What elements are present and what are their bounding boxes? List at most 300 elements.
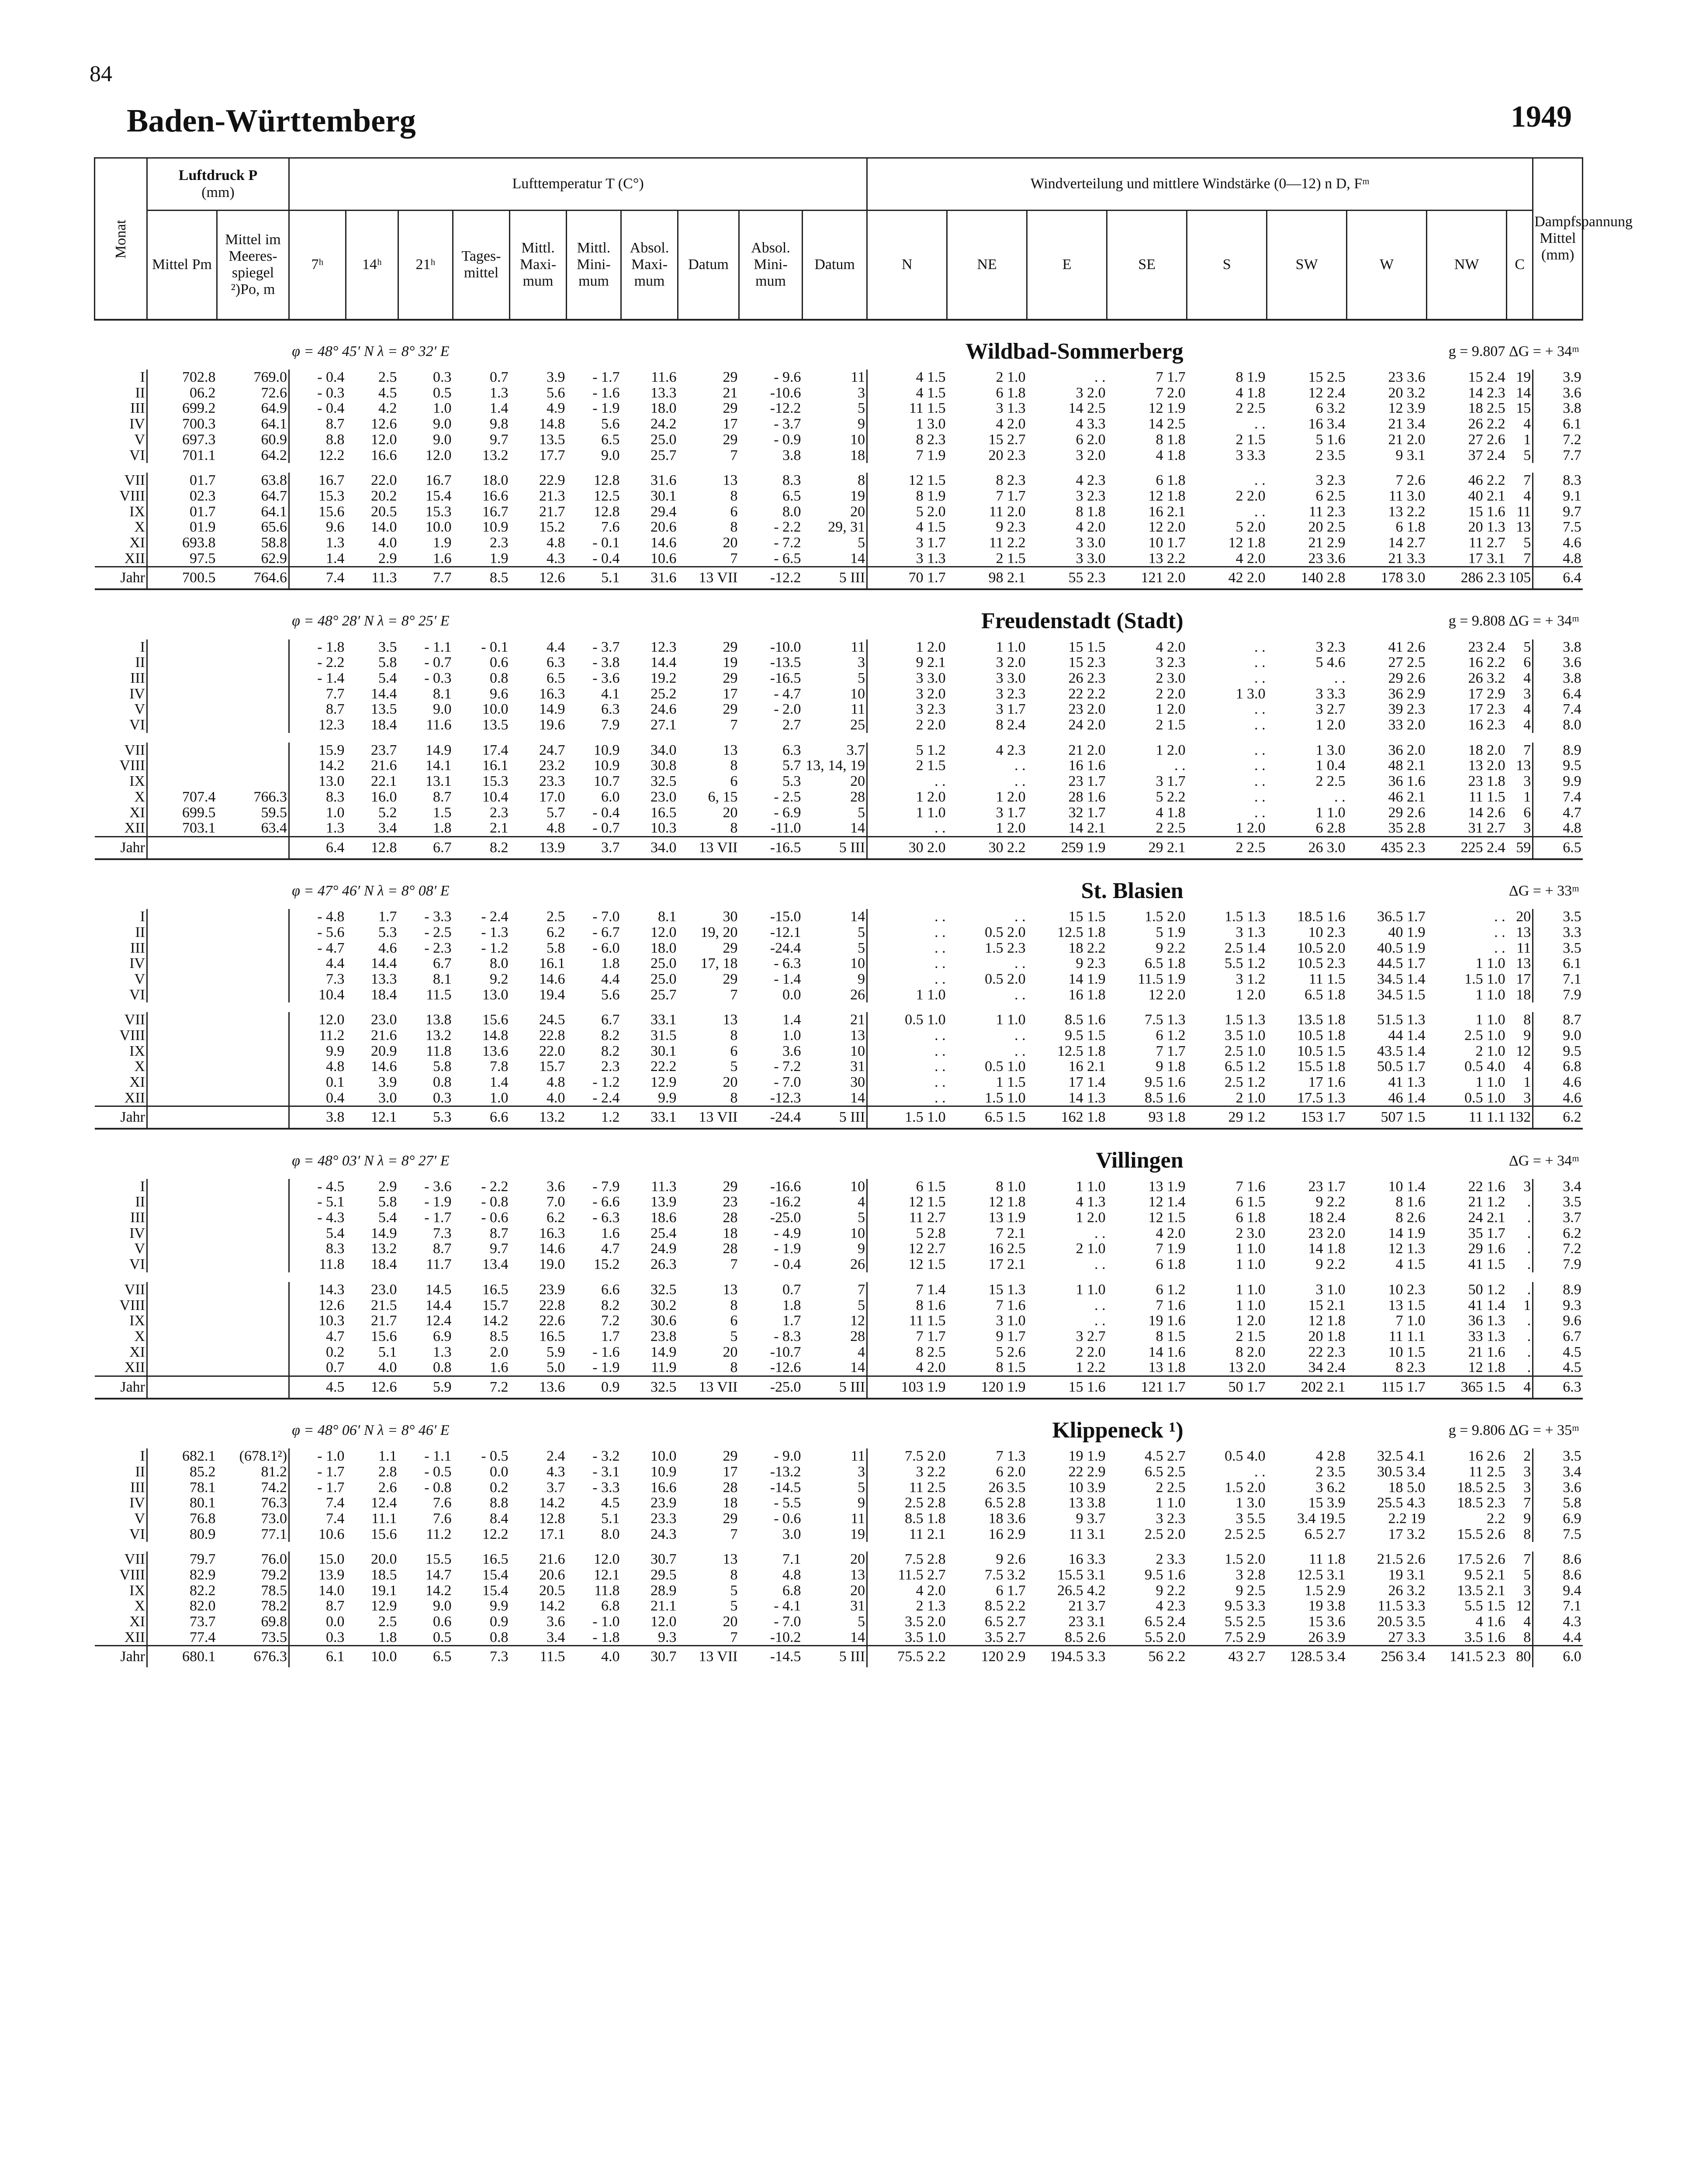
value-cell: [217, 702, 289, 717]
value-cell: [217, 971, 289, 987]
table-row: [95, 1028, 1583, 1044]
value-cell: 5.5 1.2: [1225, 956, 1266, 971]
value-cell: 5.8: [378, 1194, 397, 1210]
value-cell: 7.1: [1563, 971, 1581, 987]
value-cell: 80: [1507, 1646, 1533, 1667]
month-cell: V: [95, 971, 147, 987]
value-cell: 21.1: [651, 1598, 677, 1614]
value-cell: 3 2.7: [1076, 1328, 1106, 1344]
value-cell: 6.8: [1563, 1059, 1581, 1075]
value-cell: 34.5 1.5: [1377, 987, 1426, 1003]
value-cell: 73.0: [217, 1511, 289, 1527]
value-cell: 6 1.2: [1156, 1027, 1186, 1044]
value-cell: 4: [1507, 1376, 1533, 1398]
value-cell: 15 1.3: [988, 1282, 1026, 1298]
value-cell: 1.5 2.0: [1145, 909, 1186, 925]
value-cell: 120 1.9: [947, 1376, 1027, 1398]
value-cell: 1 2.0: [1235, 1313, 1266, 1329]
value-cell: 121 1.7: [1107, 1376, 1187, 1398]
table-row: [95, 1257, 1583, 1272]
absol-minimum-header: Absol. Mini-mum: [739, 211, 803, 320]
value-cell: 64.1: [217, 504, 289, 520]
value-cell: -15.0: [770, 909, 801, 925]
value-cell: 4 2.3: [996, 742, 1026, 758]
value-cell: 16.0: [371, 789, 397, 805]
month-cell: V: [95, 1511, 147, 1527]
value-cell: 3 3.3: [1235, 447, 1266, 463]
station-coords: φ = 48° 45′ N λ = 8° 32′ E: [95, 320, 453, 370]
month-cell: IV: [95, 686, 147, 702]
value-cell: 21 1.6: [1468, 1344, 1505, 1360]
value-cell: 5: [730, 1059, 738, 1075]
value-cell: [217, 1028, 289, 1044]
value-cell: 5 2.0: [916, 504, 946, 520]
value-cell: 4.7: [326, 1328, 345, 1344]
value-cell: 0.0: [326, 1614, 345, 1630]
table-row: [95, 655, 1583, 670]
value-cell: . .: [1094, 1297, 1106, 1313]
value-cell: 17: [1507, 971, 1533, 987]
value-cell: 20.5: [371, 504, 397, 520]
value-cell: 8: [730, 1090, 738, 1106]
value-cell: - 3.7: [592, 639, 620, 655]
value-cell: 30.7: [651, 1552, 677, 1568]
value-cell: 23: [723, 1194, 738, 1210]
value-cell: 23 1.7: [1308, 1178, 1346, 1195]
gap-cell: [95, 463, 1583, 473]
value-cell: 12.1: [346, 1106, 398, 1129]
value-cell: 25: [803, 717, 867, 733]
value-cell: 18.5: [371, 1567, 397, 1583]
value-cell: 25.4: [651, 1225, 677, 1241]
value-cell: 18 2.4: [1308, 1210, 1346, 1226]
value-cell: 1 2.0: [1235, 987, 1266, 1003]
value-cell: -10.6: [770, 385, 801, 401]
value-cell: 9: [803, 416, 867, 432]
value-cell: 14.6: [651, 535, 677, 551]
value-cell: 31: [803, 1598, 867, 1614]
value-cell: 3.8: [1563, 639, 1581, 655]
value-cell: 3.5 1.0: [1225, 1027, 1266, 1044]
value-cell: 120 2.9: [947, 1646, 1027, 1667]
value-cell: 12.2: [482, 1526, 509, 1542]
value-cell: 9.8: [490, 416, 509, 432]
value-cell: . .: [934, 1090, 946, 1106]
value-cell: 1 2.2: [1076, 1360, 1106, 1376]
value-cell: 32.5 4.1: [1377, 1448, 1426, 1464]
value-cell: 178 3.0: [1347, 567, 1427, 589]
month-cell: II: [95, 385, 147, 401]
value-cell: 8 1.0: [996, 1178, 1026, 1195]
value-cell: 34.0: [651, 742, 677, 758]
value-cell: 7: [1507, 1552, 1533, 1567]
value-cell: 4 2.0: [1076, 519, 1106, 535]
value-cell: 3 2.3: [1076, 488, 1106, 504]
value-cell: 3.6: [1563, 1479, 1581, 1496]
month-cell: IX: [95, 504, 147, 520]
value-cell: 21 2.9: [1308, 535, 1346, 551]
value-cell: 5.5 2.0: [1145, 1629, 1186, 1645]
value-cell: 12.3: [651, 639, 677, 655]
value-cell: .: [1507, 1226, 1533, 1241]
value-cell: 0.5 1.0: [905, 1012, 946, 1028]
value-cell: 7.5: [1563, 1526, 1581, 1542]
value-cell: 5 1.6: [1315, 432, 1346, 448]
value-cell: 9 2.6: [996, 1552, 1026, 1568]
value-cell: 15 1.6: [1468, 504, 1505, 520]
value-cell: 8.7: [326, 1598, 345, 1614]
value-cell: 3.5 2.0: [905, 1614, 946, 1630]
value-cell: 64.7: [217, 488, 289, 504]
value-cell: 0.8: [433, 1360, 452, 1376]
value-cell: - 5.5: [774, 1495, 801, 1511]
value-cell: 2.0: [490, 1344, 509, 1360]
value-cell: 10.5 1.5: [1297, 1043, 1346, 1059]
value-cell: 3 1.2: [1235, 971, 1266, 987]
value-cell: 12.1: [594, 1567, 620, 1583]
value-cell: 3 1.7: [996, 805, 1026, 821]
table-body: [95, 320, 1583, 1668]
value-cell: 14.6: [371, 1059, 397, 1075]
value-cell: 16 2.1: [1148, 504, 1186, 520]
value-cell: 24.2: [651, 416, 677, 432]
wind-dir-w: W: [1347, 211, 1427, 320]
value-cell: 3.6: [547, 1178, 565, 1195]
value-cell: 5.3: [398, 1106, 453, 1129]
value-cell: 7 1.6: [1156, 1297, 1186, 1313]
table-row: [95, 551, 1583, 567]
value-cell: 21.5: [371, 1297, 397, 1313]
table-row: [95, 1059, 1583, 1075]
value-cell: 63.4: [217, 820, 289, 836]
value-cell: 30.1: [651, 488, 677, 504]
value-cell: .: [1507, 1194, 1533, 1210]
value-cell: 7 1.7: [916, 1328, 946, 1344]
value-cell: 4.3: [547, 1464, 565, 1480]
table-row: [95, 385, 1583, 401]
value-cell: [217, 956, 289, 971]
value-cell: 0.5 1.0: [985, 1059, 1026, 1075]
value-cell: 3.8: [1563, 401, 1581, 417]
value-cell: . .: [1254, 742, 1266, 758]
value-cell: 3: [1507, 774, 1533, 789]
value-cell: 4.4: [326, 956, 345, 971]
value-cell: 6.5: [601, 432, 620, 448]
value-cell: 7.8: [490, 1059, 509, 1075]
value-cell: 13 1.9: [988, 1210, 1026, 1226]
value-cell: [217, 1298, 289, 1313]
value-cell: 162 1.8: [1027, 1106, 1107, 1129]
value-cell: 5: [803, 535, 867, 551]
value-cell: [147, 1313, 217, 1329]
value-cell: 764.6: [217, 567, 289, 589]
month-cell: Jahr: [95, 1376, 147, 1398]
value-cell: 3.6: [547, 1614, 565, 1630]
month-cell: IV: [95, 1495, 147, 1511]
value-cell: 7.6: [433, 1510, 452, 1527]
value-cell: 2 1.5: [1156, 717, 1186, 733]
value-cell: 4.8: [547, 1075, 565, 1090]
value-cell: 11.9: [651, 1360, 677, 1376]
value-cell: . .: [1014, 987, 1026, 1003]
station-header: [95, 1129, 1583, 1179]
value-cell: 6.5 2.5: [1145, 1464, 1186, 1480]
value-cell: 5.8: [1563, 1495, 1581, 1511]
value-cell: 14.4: [371, 956, 397, 971]
value-cell: 13: [1507, 758, 1533, 774]
value-cell: 5: [1507, 1567, 1533, 1583]
value-cell: 11: [803, 639, 867, 655]
value-cell: 6.5 1.2: [1225, 1059, 1266, 1075]
value-cell: . .: [1494, 924, 1505, 940]
value-cell: 11 2.5: [1468, 1464, 1505, 1480]
value-cell: 3 1.7: [1156, 774, 1186, 789]
value-cell: 14.9: [651, 1344, 677, 1360]
value-cell: 16.6: [651, 1479, 677, 1496]
value-cell: 19: [803, 488, 867, 504]
value-cell: 4.8: [1563, 550, 1581, 567]
month-cell: VI: [95, 987, 147, 1003]
value-cell: -24.4: [770, 940, 801, 956]
value-cell: - 3.6: [592, 670, 620, 686]
value-cell: 4.8: [547, 820, 565, 836]
value-cell: 6 1.8: [996, 385, 1026, 401]
value-cell: 5: [803, 805, 867, 821]
value-cell: 20 2.5: [1308, 519, 1346, 535]
value-cell: 1 1.0: [1475, 956, 1505, 971]
value-cell: 76.8: [190, 1510, 216, 1527]
value-cell: 18 2.0: [1468, 742, 1505, 758]
value-cell: . .: [1014, 774, 1026, 789]
value-cell: 70 1.7: [867, 567, 947, 589]
value-cell: 10.9: [651, 1464, 677, 1480]
value-cell: .: [1507, 1241, 1533, 1257]
value-cell: 4 2.0: [996, 416, 1026, 432]
value-cell: 4 2.3: [1076, 473, 1106, 488]
value-cell: 13: [723, 1282, 738, 1298]
value-cell: 4.6: [1563, 1090, 1581, 1106]
value-cell: 7.2: [1563, 432, 1581, 448]
value-cell: 3.8: [1563, 670, 1581, 686]
value-cell: 98 2.1: [947, 567, 1027, 589]
value-cell: 9.6: [326, 519, 345, 535]
value-cell: [147, 1344, 217, 1360]
value-cell: 8: [730, 820, 738, 836]
value-cell: .: [1507, 1360, 1533, 1376]
value-cell: 26.5 4.2: [1057, 1583, 1106, 1599]
value-cell: 6.2: [1533, 1106, 1583, 1129]
value-cell: 9.9: [1563, 774, 1581, 789]
value-cell: 5 III: [803, 1106, 867, 1129]
value-cell: 32.5: [621, 1376, 678, 1398]
value-cell: 15 1.6: [1027, 1376, 1107, 1398]
value-cell: 25.5 4.3: [1377, 1495, 1426, 1511]
value-cell: 15.3: [318, 488, 345, 504]
value-cell: 2.5 2.0: [1145, 1526, 1186, 1542]
value-cell: -25.0: [770, 1210, 801, 1226]
value-cell: 0.7: [326, 1360, 345, 1376]
value-cell: . .: [934, 909, 946, 925]
value-cell: 27 2.5: [1388, 655, 1426, 670]
value-cell: 9: [803, 1241, 867, 1257]
value-cell: 28: [803, 1329, 867, 1344]
month-cell: V: [95, 432, 147, 448]
value-cell: 0.5 4.0: [1464, 1059, 1505, 1075]
value-cell: 10.0: [346, 1646, 398, 1667]
month-cell: XII: [95, 1630, 147, 1646]
value-cell: 8.3: [782, 473, 801, 488]
value-cell: 14.3: [318, 1282, 345, 1298]
value-cell: . .: [934, 774, 946, 789]
value-cell: 29: [723, 432, 738, 448]
value-cell: 2.1: [490, 820, 509, 836]
value-cell: 16.3: [539, 1225, 565, 1241]
value-cell: 11 2.2: [989, 535, 1026, 551]
value-cell: 23.3: [539, 774, 565, 789]
value-cell: . .: [934, 956, 946, 971]
value-cell: 10 3.9: [1068, 1479, 1106, 1496]
value-cell: 1.7: [601, 1328, 620, 1344]
year-row: [95, 1376, 1583, 1398]
value-cell: [217, 686, 289, 702]
station-header: [95, 1399, 1583, 1449]
value-cell: 9: [803, 971, 867, 987]
table-row: [95, 370, 1583, 385]
value-cell: 1 1.0: [1475, 1012, 1505, 1028]
value-cell: [217, 774, 289, 789]
value-cell: 5 III: [803, 1646, 867, 1667]
luftdruck-unit: (mm): [201, 184, 235, 200]
value-cell: 50.5 1.7: [1377, 1059, 1426, 1075]
value-cell: 7 1.9: [916, 447, 946, 463]
value-cell: 17.7: [539, 447, 565, 463]
value-cell: 15 3.6: [1308, 1614, 1346, 1630]
value-cell: [217, 909, 289, 925]
value-cell: [147, 1090, 217, 1106]
value-cell: 1 1.0: [1235, 1282, 1266, 1298]
value-cell: 14: [803, 1630, 867, 1646]
value-cell: 31: [803, 1059, 867, 1075]
value-cell: 18 2.5: [1468, 401, 1505, 417]
value-cell: 5: [730, 1598, 738, 1614]
value-cell: 64.1: [217, 416, 289, 432]
value-cell: 12: [803, 1313, 867, 1329]
value-cell: 1.0: [326, 805, 345, 821]
value-cell: 14 2.5: [1148, 416, 1186, 432]
value-cell: 23 2.0: [1068, 702, 1106, 718]
value-cell: 8.1: [433, 686, 452, 702]
table-row: [95, 519, 1583, 535]
value-cell: 30.7: [621, 1646, 678, 1667]
station-name: Wildbad-Sommerberg: [453, 320, 1187, 370]
value-cell: 6.2: [1563, 1225, 1581, 1241]
value-cell: . .: [1254, 670, 1266, 686]
value-cell: 13.3: [651, 385, 677, 401]
value-cell: 9 2.1: [916, 655, 946, 670]
value-cell: 8.7: [490, 1225, 509, 1241]
value-cell: 4.0: [378, 535, 397, 551]
value-cell: 769.0: [217, 370, 289, 385]
value-cell: 8.1: [433, 971, 452, 987]
value-cell: 30.5 3.4: [1377, 1464, 1426, 1480]
value-cell: 10.7: [594, 774, 620, 789]
value-cell: 20.2: [371, 488, 397, 504]
value-cell: .: [1507, 1313, 1533, 1329]
station-name: Freudenstadt (Stadt): [453, 589, 1187, 639]
value-cell: 20: [1507, 909, 1533, 925]
value-cell: 6 1.8: [1156, 473, 1186, 488]
station-name: Villingen: [453, 1129, 1187, 1179]
value-cell: 6.1: [1563, 416, 1581, 432]
value-cell: 23 3.6: [1388, 370, 1426, 385]
month-cell: XII: [95, 551, 147, 567]
value-cell: 27 3.3: [1388, 1629, 1426, 1645]
value-cell: .: [1507, 1282, 1533, 1298]
value-cell: 3: [1507, 1090, 1533, 1106]
value-cell: 1 2.0: [996, 789, 1026, 805]
value-cell: 6.7: [398, 836, 453, 859]
value-cell: - 7.0: [592, 909, 620, 925]
value-cell: 32.5: [651, 1282, 677, 1298]
value-cell: 7 1.7: [1156, 1043, 1186, 1059]
value-cell: 20.5: [539, 1583, 565, 1599]
table-row: [95, 1194, 1583, 1210]
value-cell: 12 1.5: [908, 1257, 946, 1272]
value-cell: 15.4: [426, 488, 452, 504]
value-cell: 4.3: [547, 550, 565, 567]
value-cell: 59: [1507, 836, 1533, 859]
value-cell: - 7.9: [592, 1178, 620, 1195]
value-cell: 16.1: [482, 758, 509, 774]
value-cell: 3 2.3: [1315, 639, 1346, 655]
value-cell: 79.7: [190, 1552, 216, 1568]
value-cell: 25.7: [651, 447, 677, 463]
value-cell: [147, 702, 217, 717]
value-cell: 12.9: [371, 1598, 397, 1614]
value-cell: 1 1.0: [996, 1012, 1026, 1028]
value-cell: 13 2.2: [1148, 550, 1186, 567]
value-cell: 13 2.2: [1388, 504, 1426, 520]
value-cell: 5: [803, 940, 867, 956]
value-cell: 4: [1507, 670, 1533, 686]
value-cell: 4: [1507, 702, 1533, 717]
value-cell: 34.5 1.4: [1377, 971, 1426, 987]
value-cell: 32 1.7: [1068, 805, 1106, 821]
value-cell: 14.9: [539, 702, 565, 718]
value-cell: 13: [803, 1567, 867, 1583]
value-cell: 5: [803, 1614, 867, 1630]
value-cell: 10 1.7: [1148, 535, 1186, 551]
value-cell: [147, 1360, 217, 1376]
value-cell: 5 III: [803, 567, 867, 589]
value-cell: - 6.6: [592, 1194, 620, 1210]
table-row: [95, 1567, 1583, 1583]
value-cell: 9.0: [433, 1598, 452, 1614]
value-cell: 4.5 2.7: [1145, 1448, 1186, 1464]
value-cell: - 7.0: [774, 1614, 801, 1630]
station-coords: φ = 47° 46′ N λ = 8° 08′ E: [95, 859, 453, 909]
value-cell: 16 2.1: [1068, 1059, 1106, 1075]
value-cell: 699.2: [182, 401, 216, 417]
value-cell: 3 3.0: [1076, 535, 1106, 551]
value-cell: 6.8: [782, 1583, 801, 1599]
value-cell: 26 3.2: [1468, 670, 1505, 686]
value-cell: 1.8: [433, 820, 452, 836]
value-cell: 7: [730, 550, 738, 567]
value-cell: 2 2.0: [1156, 686, 1186, 702]
value-cell: 2 2.0: [1235, 488, 1266, 504]
value-cell: 78.2: [217, 1598, 289, 1614]
